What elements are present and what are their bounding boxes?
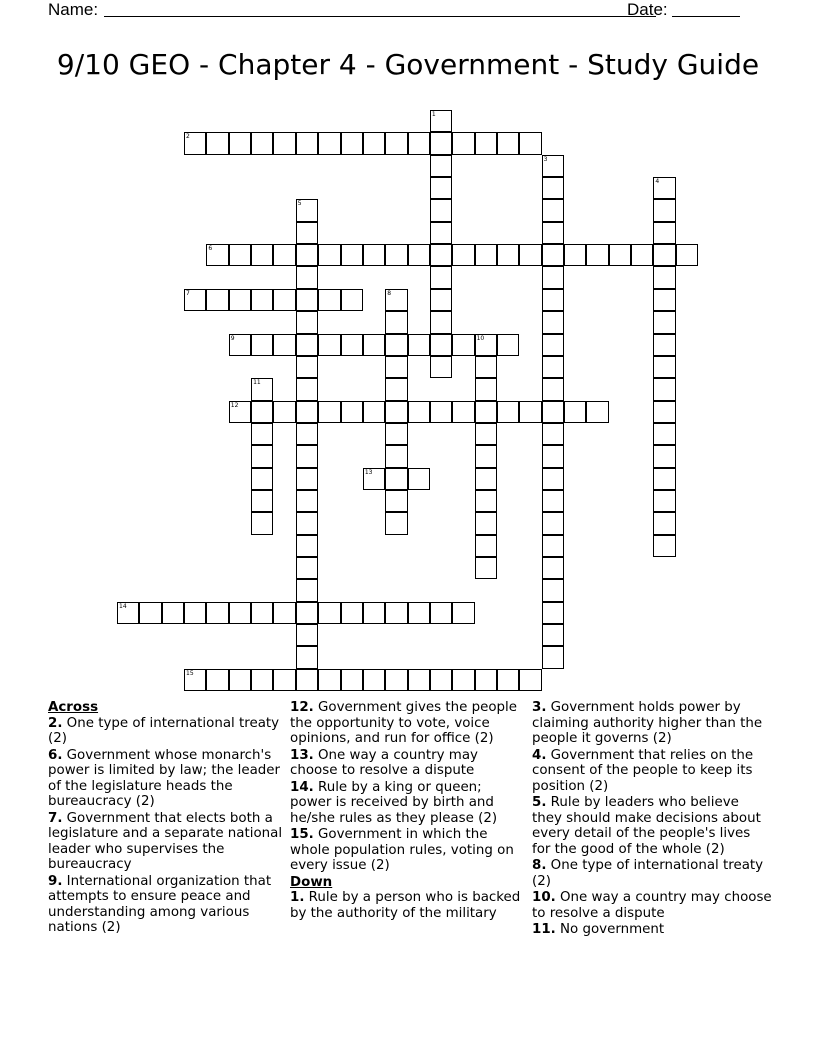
crossword-cell[interactable] [519,401,541,423]
clue-across-2 [48,716,284,747]
crossword-cell[interactable] [318,602,340,624]
crossword-cell[interactable] [452,244,474,266]
crossword-cell[interactable] [542,356,564,378]
crossword-cell[interactable] [542,512,564,534]
crossword-cell[interactable] [296,557,318,579]
clue-text: Government that relies on the consent of the people to keep its position (2) [532,747,754,794]
crossword-cell[interactable] [296,535,318,557]
crossword-cell[interactable] [296,132,318,154]
crossword-cell[interactable] [385,132,407,154]
crossword-cell[interactable] [653,311,675,333]
clue-text: International organization that attempts to ensure peace and understanding among various nations (2) [48,873,272,935]
crossword-cell[interactable] [408,468,430,490]
across-heading: Across [48,700,99,715]
crossword-cell[interactable] [385,445,407,467]
cell-number: 5 [297,200,302,208]
crossword-cell[interactable] [139,602,161,624]
crossword-cell[interactable] [653,199,675,221]
clue-text: Government that elects both a legislature and a separate national leader who supervises the bureaucracy [48,810,283,872]
crossword-cell[interactable] [296,266,318,288]
crossword-cell[interactable] [475,334,497,356]
crossword-cell[interactable] [385,356,407,378]
crossword-cell[interactable] [542,289,564,311]
crossword-cell[interactable] [296,602,318,624]
clue-text: Government whose monarch's power is limited by law; the leader of the legislature heads the bureaucracy (2) [48,747,281,809]
clue-number: 6. [48,747,63,763]
crossword-cell[interactable] [430,356,452,378]
clue-text: Government gives the people the opportunity to vote, voice opinions, and run for office (2) [290,700,518,746]
clues-column-3 [532,700,772,939]
clue-down-8 [532,858,772,889]
crossword-cell[interactable] [206,244,228,266]
clue-number: 13. [290,747,314,763]
crossword-cell[interactable] [452,334,474,356]
crossword-cell[interactable] [653,401,675,423]
crossword-cell[interactable] [229,289,251,311]
crossword-cell[interactable] [251,468,273,490]
crossword-cell[interactable] [475,401,497,423]
crossword-cell[interactable] [184,132,206,154]
crossword-cell[interactable] [296,468,318,490]
crossword-cell[interactable] [273,334,295,356]
crossword-cell[interactable] [273,289,295,311]
crossword-cell[interactable] [385,423,407,445]
clue-number: 11. [532,922,556,937]
cell-number: 9 [230,334,235,342]
crossword-cell[interactable] [430,602,452,624]
clue-number: 1. [290,890,305,905]
cell-number: 10 [476,334,485,342]
cell-number: 12 [230,401,239,409]
crossword-cell[interactable] [385,669,407,691]
crossword-cell[interactable] [385,311,407,333]
crossword-cell[interactable] [452,602,474,624]
crossword-cell[interactable] [653,423,675,445]
crossword-cell[interactable] [497,334,519,356]
page-title: 9/10 GEO - Chapter 4 - Government - Study Guide [56,48,760,81]
crossword-cell[interactable] [519,244,541,266]
crossword-cell[interactable] [296,624,318,646]
crossword-cell[interactable] [430,266,452,288]
crossword-cell[interactable] [296,334,318,356]
crossword-cell[interactable] [251,289,273,311]
crossword-cell[interactable] [676,244,698,266]
crossword-cell[interactable] [609,244,631,266]
crossword-cell[interactable] [385,401,407,423]
crossword-cell[interactable] [363,334,385,356]
crossword-cell[interactable] [653,512,675,534]
crossword-cell[interactable] [430,669,452,691]
crossword-cell[interactable] [206,132,228,154]
crossword-cell[interactable] [475,378,497,400]
crossword-cell[interactable] [653,445,675,467]
crossword-cell[interactable] [296,222,318,244]
clues-column-1 [48,700,284,937]
crossword-cell[interactable] [542,445,564,467]
crossword-cell[interactable] [542,378,564,400]
crossword-cell[interactable] [385,334,407,356]
crossword-cell[interactable] [251,244,273,266]
clue-number: 4. [532,747,547,763]
clue-text: One type of international treaty (2) [48,715,280,746]
crossword-cell[interactable] [542,579,564,601]
crossword-cell[interactable] [475,512,497,534]
crossword-cell[interactable] [341,132,363,154]
crossword-cell[interactable] [497,244,519,266]
crossword-cell[interactable] [363,468,385,490]
crossword-cell[interactable] [341,401,363,423]
crossword-cell[interactable] [385,244,407,266]
crossword-cell[interactable] [229,334,251,356]
clue-across-14 [290,780,526,827]
crossword-cell[interactable] [653,222,675,244]
clue-down-1 [290,890,526,921]
crossword-cell[interactable] [586,401,608,423]
clue-number: 10. [532,890,556,905]
clue-down-10 [532,890,772,921]
crossword-cell[interactable] [542,401,564,423]
crossword-cell[interactable] [184,602,206,624]
crossword-cell[interactable] [296,490,318,512]
cell-number: 14 [119,602,127,610]
crossword-cell[interactable] [251,602,273,624]
crossword-cell[interactable] [430,132,452,154]
clue-number: 14. [290,779,314,795]
crossword-cell[interactable] [653,266,675,288]
crossword-cell[interactable] [251,401,273,423]
crossword-cell[interactable] [296,445,318,467]
crossword-cell[interactable] [542,266,564,288]
crossword-cell[interactable] [184,289,206,311]
crossword-cell[interactable] [408,401,430,423]
crossword-cell[interactable] [497,401,519,423]
crossword-cell[interactable] [296,199,318,221]
clues-column-2 [290,700,526,922]
clue-number: 15. [290,827,314,842]
crossword-cell[interactable] [273,669,295,691]
crossword-cell[interactable] [229,132,251,154]
clue-number: 9. [48,873,63,889]
cell-number: 13 [364,468,373,476]
crossword-cell[interactable] [251,132,273,154]
clue-text: Rule by a person who is backed by the authority of the military [290,890,521,921]
clue-text: Government in which the whole population rules, voting on every issue (2) [290,827,514,873]
crossword-cell[interactable] [341,669,363,691]
clue-text: One way a country may choose to resolve a dispute [532,890,772,921]
clue-number: 5. [532,795,547,810]
crossword-cell[interactable] [653,244,675,266]
clue-across-12 [290,700,526,747]
crossword-cell[interactable] [542,244,564,266]
crossword-cell[interactable] [452,132,474,154]
crossword-cell[interactable] [385,468,407,490]
crossword-cell[interactable] [318,244,340,266]
crossword-cell[interactable] [296,512,318,534]
crossword-cell[interactable] [430,289,452,311]
crossword-cell[interactable] [296,244,318,266]
crossword-cell[interactable] [408,244,430,266]
crossword-cell[interactable] [296,423,318,445]
crossword-cell[interactable] [296,579,318,601]
crossword-cell[interactable] [542,490,564,512]
clue-across-6 [48,748,284,810]
crossword-cell[interactable] [206,602,228,624]
crossword-cell[interactable] [162,602,184,624]
crossword-cell[interactable] [363,669,385,691]
crossword-cell[interactable] [318,132,340,154]
crossword-cell[interactable] [251,334,273,356]
clue-across-13 [290,748,526,779]
crossword-cell[interactable] [430,155,452,177]
crossword-cell[interactable] [273,244,295,266]
crossword-cell[interactable] [251,423,273,445]
clue-across-15 [290,827,526,874]
clue-down-5 [532,795,772,857]
clue-down-4 [532,748,772,795]
date-label: Date: [627,0,668,19]
crossword-cell[interactable] [475,669,497,691]
crossword-cell[interactable] [519,669,541,691]
crossword-cell[interactable] [653,177,675,199]
crossword-cell[interactable] [542,199,564,221]
crossword-cell[interactable] [296,401,318,423]
crossword-cell[interactable] [318,401,340,423]
crossword-cell[interactable] [475,535,497,557]
clue-number: 7. [48,810,63,826]
crossword-cell[interactable] [653,378,675,400]
crossword-cell[interactable] [385,289,407,311]
clue-down-3 [532,700,772,747]
crossword-cell[interactable] [363,602,385,624]
clue-text: Rule by a king or queen; power is received by birth and he/she rules as they please (2) [290,779,498,826]
crossword-cell[interactable] [341,602,363,624]
crossword-cell[interactable] [251,490,273,512]
crossword-cell[interactable] [296,289,318,311]
clue-text: Rule by leaders who believe they should make decisions about every detail of the people's lives for the good of the whole (2) [532,795,761,857]
crossword-cell[interactable] [251,512,273,534]
crossword-cell[interactable] [542,602,564,624]
clue-text: One way a country may choose to resolve a dispute [290,747,478,778]
crossword-cell[interactable] [341,244,363,266]
crossword-cell[interactable] [564,244,586,266]
clue-down-11 [532,922,772,938]
crossword-cell[interactable] [430,222,452,244]
crossword-cell[interactable] [408,334,430,356]
crossword-cell[interactable] [229,401,251,423]
crossword-cell[interactable] [497,132,519,154]
crossword-cell[interactable] [430,199,452,221]
crossword-cell[interactable] [542,557,564,579]
cell-number: 1 [431,111,436,118]
crossword-cell[interactable] [653,490,675,512]
crossword-cell[interactable] [475,244,497,266]
crossword-cell[interactable] [653,356,675,378]
clue-number: 2. [48,715,63,731]
crossword-cell[interactable] [206,289,228,311]
clue-across-9 [48,874,284,936]
crossword-cell[interactable] [542,646,564,668]
crossword-cell[interactable] [430,401,452,423]
cell-number: 6 [208,245,213,253]
name-label: Name: [48,0,99,19]
crossword-cell[interactable] [452,669,474,691]
crossword-cell[interactable] [318,334,340,356]
crossword-cell[interactable] [408,132,430,154]
crossword-cell[interactable] [296,311,318,333]
crossword-cell[interactable] [296,378,318,400]
crossword-cell[interactable] [184,669,206,691]
crossword-cell[interactable] [542,334,564,356]
crossword-cell[interactable] [497,669,519,691]
crossword-cell[interactable] [542,222,564,244]
clue-across-7 [48,811,284,873]
crossword-cell[interactable] [229,669,251,691]
crossword-cell[interactable] [475,490,497,512]
crossword-cell[interactable] [430,177,452,199]
crossword-cell[interactable] [542,468,564,490]
crossword-cell[interactable] [273,132,295,154]
crossword-cell[interactable] [653,289,675,311]
crossword-cell[interactable] [542,177,564,199]
crossword-cell[interactable] [542,535,564,557]
crossword-cell[interactable] [296,356,318,378]
cell-number: 15 [186,669,194,677]
clue-number: 3. [532,700,547,715]
crossword-cell[interactable] [430,110,452,132]
crossword-cell[interactable] [475,132,497,154]
crossword-cell[interactable] [318,669,340,691]
crossword-cell[interactable] [408,669,430,691]
crossword-cell[interactable] [653,535,675,557]
cell-number: 4 [655,178,660,186]
crossword-cell[interactable] [631,244,653,266]
cell-number: 2 [186,133,190,141]
crossword-cell[interactable] [385,490,407,512]
crossword-cell[interactable] [363,401,385,423]
crossword-cell[interactable] [475,557,497,579]
crossword-cell[interactable] [273,602,295,624]
cell-number: 8 [387,289,392,297]
crossword-cell[interactable] [273,401,295,423]
crossword-cell[interactable] [542,311,564,333]
crossword-cell[interactable] [296,646,318,668]
cell-number: 3 [543,155,548,163]
crossword-cell[interactable] [385,378,407,400]
crossword-cell[interactable] [251,378,273,400]
clue-text: No government [560,922,665,937]
cell-number: 11 [253,379,261,387]
crossword-cell[interactable] [318,289,340,311]
crossword-cell[interactable] [408,602,430,624]
crossword-cell[interactable] [430,334,452,356]
crossword-cell[interactable] [206,669,228,691]
crossword-cell[interactable] [653,334,675,356]
clue-text: One type of international treaty (2) [532,858,764,889]
crossword-cell[interactable] [542,155,564,177]
down-heading: Down [290,874,333,890]
crossword-cell[interactable] [117,602,139,624]
cell-number: 7 [186,289,190,297]
crossword-cell[interactable] [229,244,251,266]
crossword-cell[interactable] [542,624,564,646]
crossword-cell[interactable] [385,512,407,534]
clue-text: Government holds power by claiming authority higher than the people it governs (2) [532,700,763,746]
crossword-cell[interactable] [363,244,385,266]
crossword-cell[interactable] [341,334,363,356]
crossword-cell[interactable] [341,289,363,311]
crossword-cell[interactable] [251,669,273,691]
crossword-cell[interactable] [475,445,497,467]
crossword-cell[interactable] [430,311,452,333]
crossword-cell[interactable] [385,602,407,624]
crossword-cell[interactable] [564,401,586,423]
crossword-cell[interactable] [229,602,251,624]
clue-number: 12. [290,700,314,715]
crossword-cell[interactable] [430,244,452,266]
crossword-cell[interactable] [452,401,474,423]
crossword-cell[interactable] [475,356,497,378]
crossword-cell[interactable] [363,132,385,154]
crossword-cell[interactable] [296,669,318,691]
crossword-cell[interactable] [475,423,497,445]
crossword-cell[interactable] [586,244,608,266]
crossword-cell[interactable] [519,132,541,154]
crossword-cell[interactable] [475,468,497,490]
crossword-cell[interactable] [653,468,675,490]
crossword-cell[interactable] [542,423,564,445]
crossword-cell[interactable] [251,445,273,467]
clue-number: 8. [532,858,547,873]
